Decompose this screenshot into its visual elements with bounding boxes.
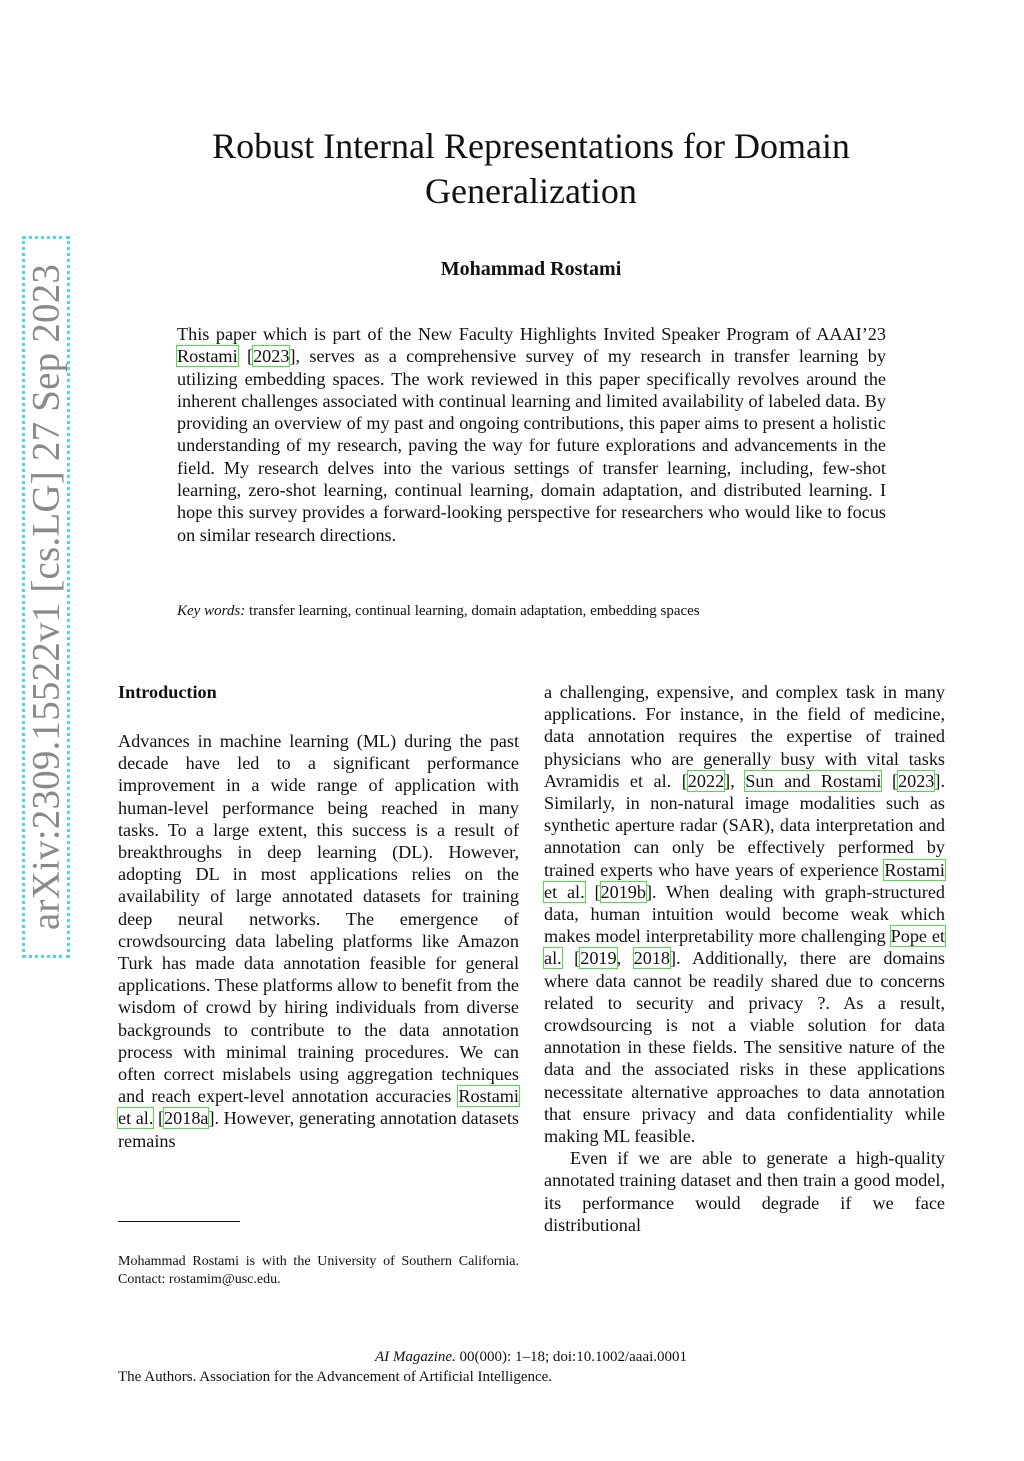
abstract-text-1: This paper which is part of the New Faculty Highlights Invited Speaker Program of AAAI’23 — [177, 324, 886, 344]
right-text-1: a challenging, expensive, and complex task in many applications. For instance, in the field of medicine, data annotation requires the expertise of trained physicians who are generally busy with vital tasks Avramidis et al. [ — [544, 682, 945, 791]
title-line-2: Generalization — [425, 171, 637, 211]
citation-link-rostami-et-al[interactable]: Rostami et al. — [118, 1086, 519, 1129]
section-heading-introduction: Introduction — [118, 682, 217, 702]
right-text-7: [ — [561, 948, 581, 969]
intro-paragraph-1-continued — [544, 681, 945, 1147]
keywords-label: Key words: — [177, 603, 246, 619]
citation-link-rostami[interactable]: Rostami — [177, 346, 238, 367]
citation-link-2019[interactable]: 2019 — [580, 948, 617, 969]
right-text-2: ], — [724, 770, 746, 791]
author-name: Mohammad Rostami — [440, 258, 622, 280]
abstract-text-3: ], serves as a comprehensive survey of my research in transfer learning by utilizing embedding spaces. The work reviewed in this paper specifically revolves around the inherent challenges associated with continual learning and limited availability of labeled data. By providing an overview of my past and ongoing contributions, this paper aims to present a holistic understanding of my research, paving the way for future explorations and advancements in the field. My research delves into the various settings of transfer learning, including, few-shot learning, zero-shot learning, continual learning, domain adaptation, and distributed learning. I hope this survey provides a forward-looking perspective for researchers who would like to focus on similar research directions. — [177, 346, 886, 545]
right-text-9: ]. Additionally, there are domains where data cannot be readily shared due to concerns related to security and privacy ?. As a result, crowdsourcing is not a viable solution for data annotation in these fields. The sensitive nature of the data and the associated risks in these applications necessitate alternative approaches to data annotation that ensure privacy and data confidentiality while making ML feasible. — [544, 948, 946, 1147]
intro-paragraph-1 — [118, 730, 519, 1152]
right-text-5: [ — [584, 881, 601, 902]
intro-text-mid: [ — [153, 1108, 165, 1129]
citation-link-pope-et-al[interactable]: Pope et al. — [544, 926, 945, 969]
journal-details: 00(000): 1–18; doi:10.1002/aaai.0001 — [455, 1349, 688, 1365]
right-text-4: ]. Similarly, in non-natural image modalities such as synthetic aperture radar (SAR), data interpretation and annotation can only be effectively performed by trained experts who have years of experience — [544, 770, 945, 880]
citation-link-2019b[interactable]: 2019b — [600, 881, 646, 902]
citation-link-2022[interactable]: 2022 — [687, 770, 725, 791]
citation-link-2023b[interactable]: 2023 — [898, 770, 935, 791]
citation-link-rostami-et-al-2[interactable]: Rostami et al. — [544, 859, 945, 902]
abstract-text-2: [ — [237, 346, 254, 367]
keywords — [177, 601, 897, 621]
citation-link-2018[interactable]: 2018 — [633, 948, 671, 969]
right-column-text — [544, 681, 945, 1236]
copyright-line: The Authors. Association for the Advancement of Artificial Intelligence. — [118, 1369, 553, 1385]
citation-link-sun-and-rostami[interactable]: Sun and Rostami — [745, 770, 882, 791]
intro-paragraph-2: Even if we are able to generate a high-quality annotated training dataset and then train a good model, its performance would degrade if we face distributional — [544, 1148, 945, 1235]
citation-link-2018a[interactable]: 2018a — [164, 1108, 209, 1129]
journal-name: AI Magazine. — [374, 1349, 456, 1365]
right-text-8: , — [616, 948, 634, 969]
intro-text: Advances in machine learning (ML) during the past decade have led to a significant performance improvement in a wide range of application with human-level performance being reached in many tasks. To a large extent, this success is a result of breakthroughs in deep learning (DL). However, adopting DL in most applications relies on the availability of large annotated datasets for training deep neural networks. The emergence of crowdsourcing data labeling platforms like Amazon Turk has made data annotation feasible for general applications. These platforms allow to benefit from the wisdom of crowd by hiring individuals from diverse backgrounds to contribute to the data annotation process with minimal training procedures. We can often correct mislabels using aggregation techniques and reach expert-level annotation accuracies — [118, 731, 519, 1107]
right-text-6: ]. When dealing with graph-structured data, human intuition would become weak which makes model interpretability more challenging — [544, 881, 945, 947]
paper-title — [100, 124, 962, 214]
intro-text-end: ]. However, generating annotation datasets remains — [118, 1108, 519, 1151]
arxiv-identifier[interactable]: arXiv:2309.15522v1 [cs.LG] 27 Sep 2023 — [24, 263, 68, 931]
right-text-3: [ — [881, 770, 899, 791]
left-column-text — [118, 730, 519, 1152]
keywords-text: transfer learning, continual learning, domain adaptation, embedding spaces — [248, 603, 700, 619]
citation-link-2023[interactable]: 2023 — [253, 346, 290, 367]
journal-citation — [100, 1348, 962, 1367]
abstract — [177, 323, 886, 546]
footnote: Mohammad Rostami is with the University of Southern California. Contact: rostamim@usc.edu. — [118, 1254, 519, 1287]
footnote-rule — [118, 1221, 240, 1222]
title-line-1: Robust Internal Representations for Domain — [212, 126, 850, 166]
